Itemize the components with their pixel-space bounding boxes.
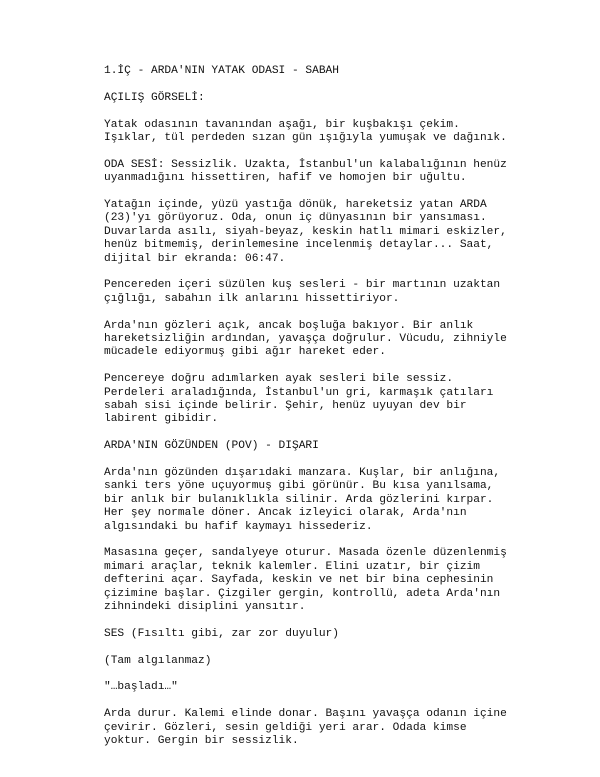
final-paragraph: Arda durur. Kalemi elinde donar. Başını yavaşça odanın içine çevirir. Gözleri, sesin geldiği yeri arar. Odada kimse yoktur. Gergin bir sessizlik. bbox=[104, 708, 507, 748]
action-paragraph: Arda'nın gözleri açık, ancak boşluğa bakıyor. Bir anlık hareketsizliğin ardından, yavaşça doğrulur. Vücudu, zihniyle mücadele ediyormuş gibi ağır hareket eder. bbox=[104, 319, 507, 359]
action-paragraph: Pencereden içeri süzülen kuş sesleri - bir martının uzaktan çığlığı, sabahın ilk anlarını hissettiriyor. bbox=[104, 279, 501, 305]
action-paragraph: ODA SESİ: Sessizlik. Uzakta, İstanbul'un kalabalığının henüz uyanmadığını hissettiren, hafif ve homojen bir uğultu. bbox=[104, 158, 507, 185]
dialogue-line: "…başladı…" bbox=[104, 681, 178, 694]
action-paragraph: Pencereye doğru adımlarken ayak sesleri bile sessiz. Perdeleri araladığında, İstanbul'un gri, karmaşık çatıları sabah sisi içinde belirir. Şehir, henüz uyuyan dev bir labirent gibidir. bbox=[104, 373, 494, 426]
pov-heading: ARDA'NIN GÖZÜNDEN (POV) - DIŞARI bbox=[104, 440, 319, 453]
sound-cue: SES (Fısıltı gibi, zar zor duyulur) bbox=[104, 627, 339, 640]
action-paragraph: Yatak odasının tavanından aşağı, bir kuşbakışı çekim. Işıklar, tül perdeden sızan gün ışığıyla yumuşak ve dağınık. bbox=[104, 118, 507, 144]
action-paragraph: Masasına geçer, sandalyeye oturur. Masada özenle düzenlenmiş mimari araçlar, teknik kalemler. Elini uzatır, bir çizim defterini açar. Sayfada, keskin ve net bir bina cephesinin çizimine başlar. Çizgiler gergin, kontrollü, adeta Arda'nın zihnindeki disiplini yansıtır. bbox=[104, 547, 507, 614]
scene-heading: 1.İÇ - ARDA'NIN YATAK ODASI - SABAH bbox=[104, 65, 339, 77]
sound-note: (Tam algılanmaz) bbox=[104, 654, 212, 667]
opening-label: AÇILIŞ GÖRSELİ: bbox=[104, 91, 205, 104]
action-paragraph: Arda'nın gözünden dışarıdaki manzara. Kuşlar, bir anlığına, sanki ters yöne uçuyormuş gibi görünür. Bu kısa yanılsama, bir anlık bir bulanıklıkla silinir. Arda gözlerini kırpar. Her şey normale döner. Ancak izleyici olarak, Arda'nın algısındaki bu hafif kaymayı hissederiz. bbox=[104, 467, 501, 533]
action-paragraph: Yatağın içinde, yüzü yastığa dönük, hareketsiz yatan ARDA (23)'yı görüyoruz. Oda, onun iç dünyasının bir yansıması. Duvarlarda asılı, siyah-beyaz, keskin hatlı mimari eskizler, henüz bitmemiş, derinlemesine incelenmiş detaylar... Saat, dijital bir ekranda: 06:47. bbox=[104, 199, 507, 265]
